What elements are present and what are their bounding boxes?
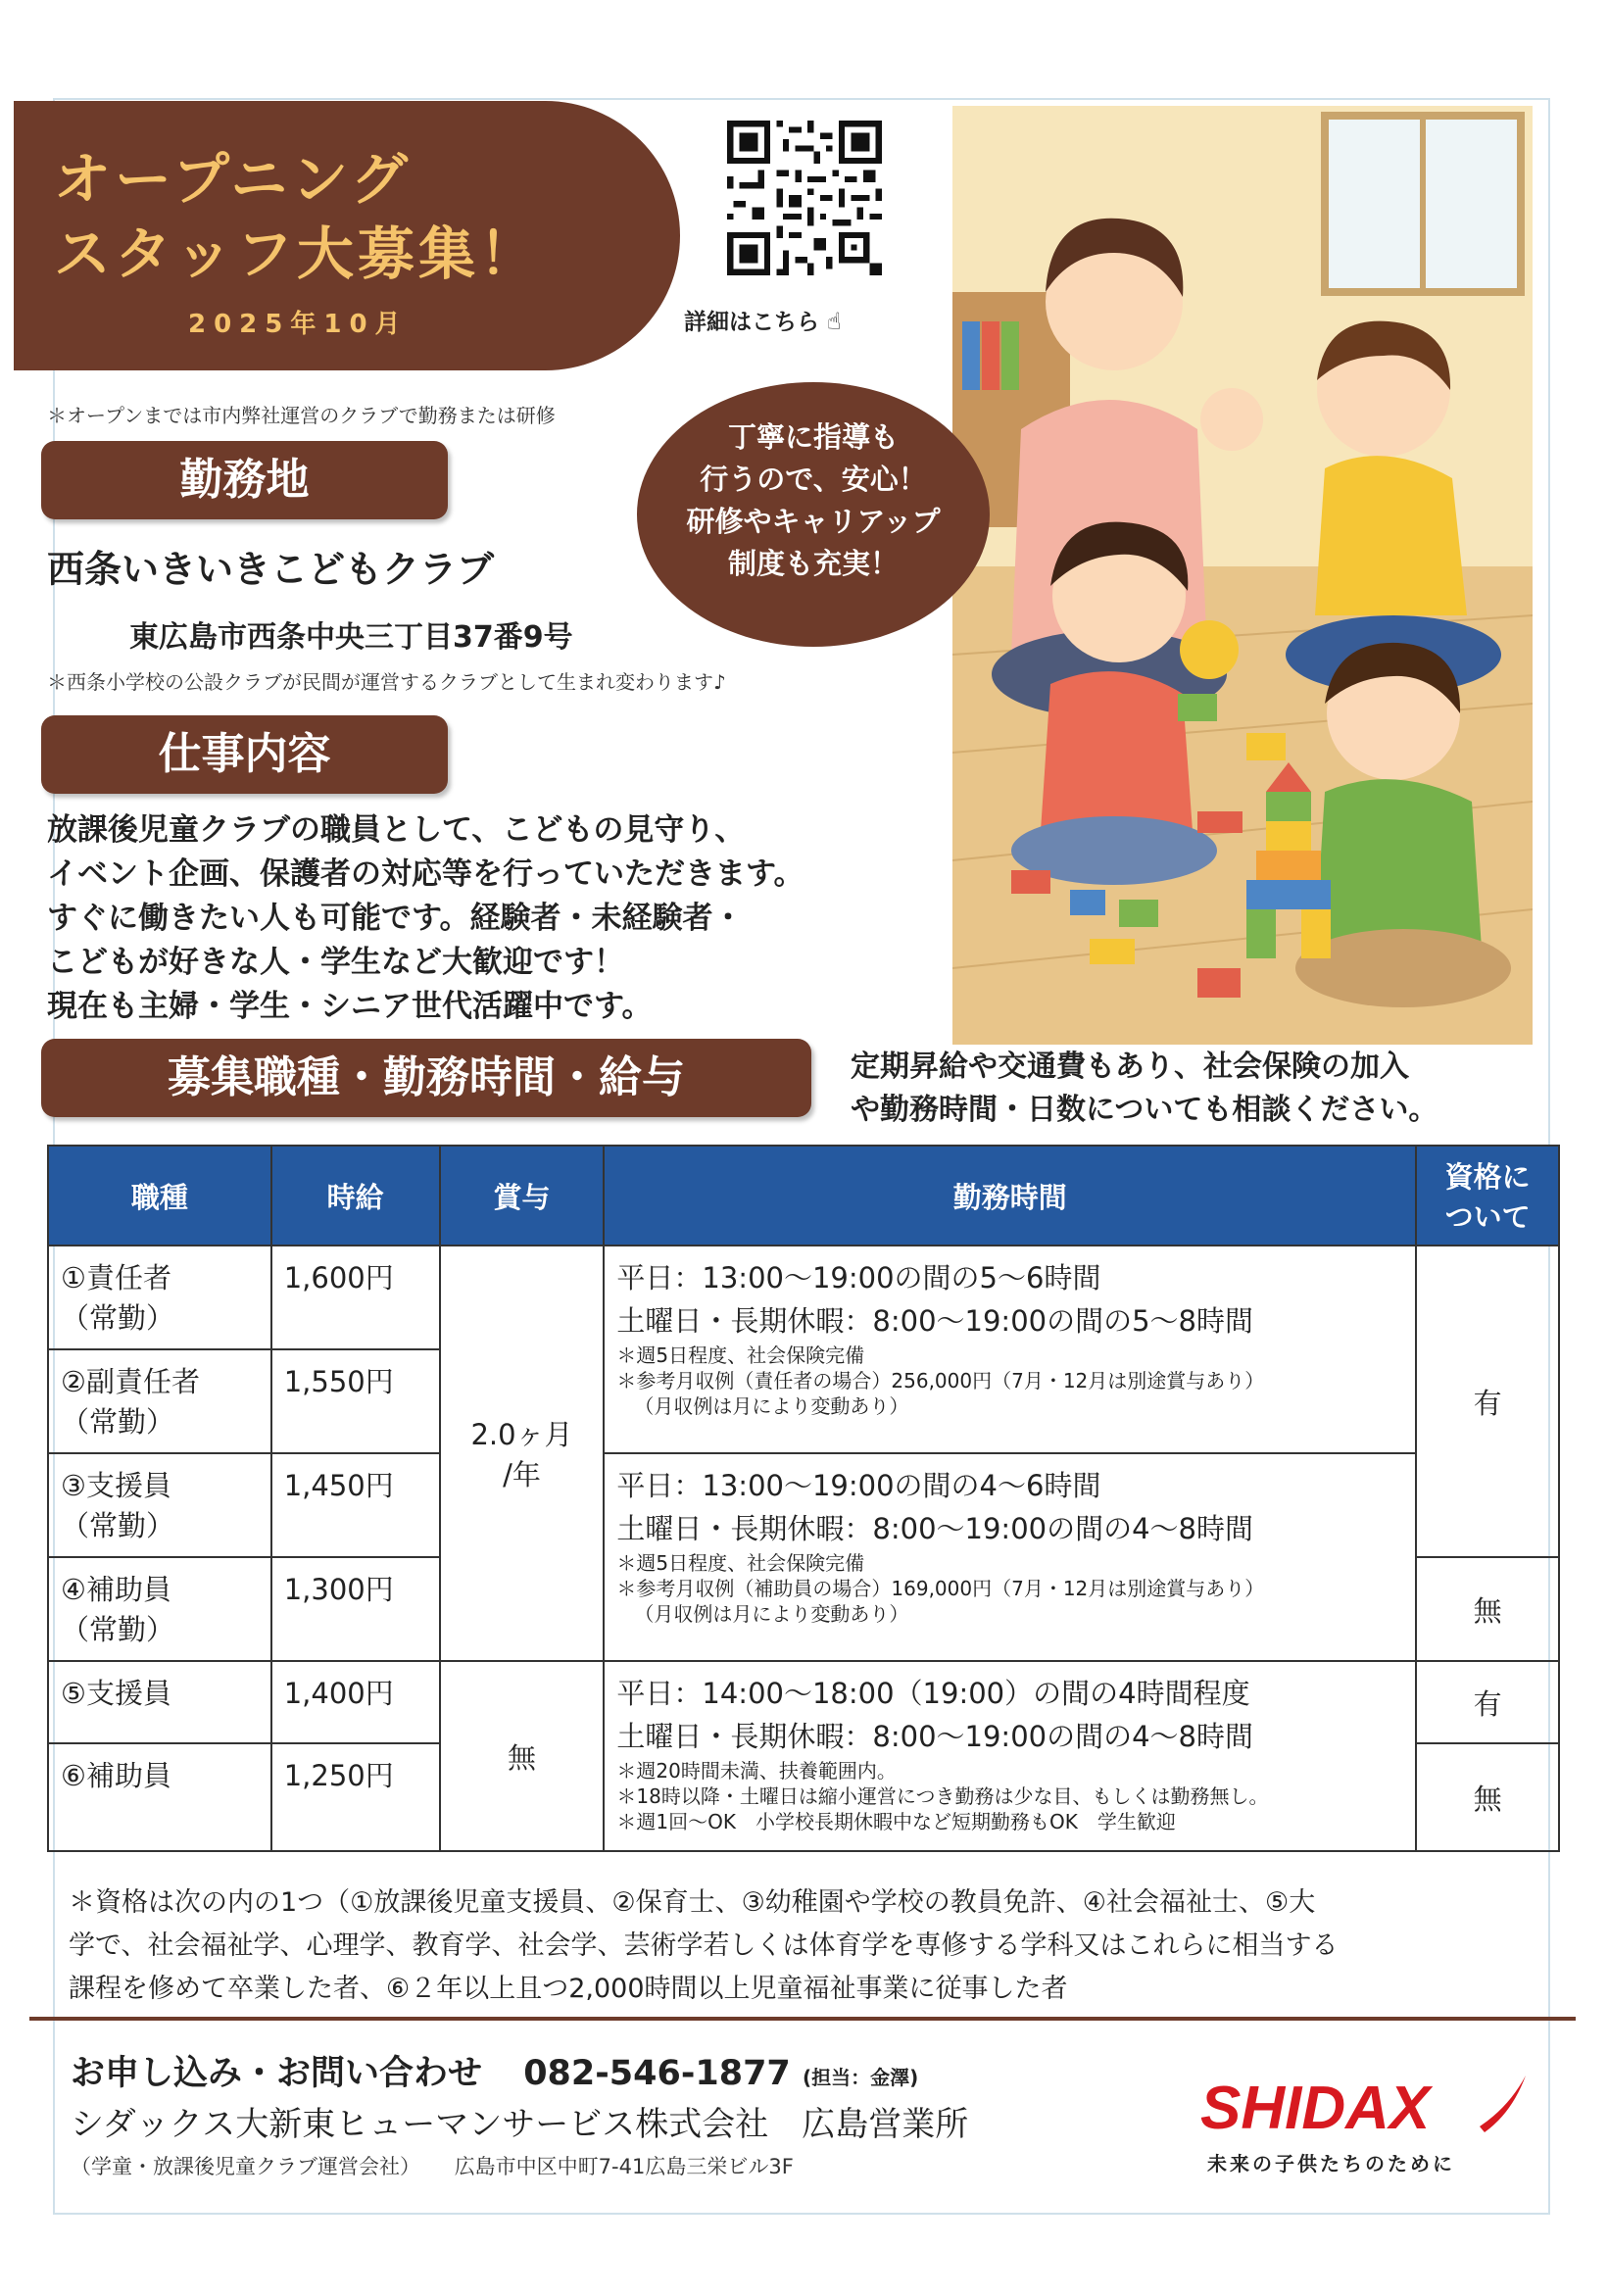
- svg-text:SHIDAX: SHIDAX: [1200, 2075, 1431, 2142]
- benefits-note: [851, 1046, 1437, 1132]
- table-row: [48, 1453, 1559, 1557]
- header-wage: 時給: [271, 1146, 440, 1246]
- job-line: 現在も主婦・学生・シニア世代活躍中です。: [47, 989, 653, 1024]
- recruit-heading: 募集職種・勤務時間・給与: [41, 1039, 811, 1117]
- job-description: [47, 808, 804, 1029]
- type-cell: ②副責任者 （常勤）: [48, 1349, 271, 1453]
- shidax-logo: [1200, 2068, 1529, 2146]
- header-type: 職種: [48, 1146, 271, 1246]
- qualification-note: ＊資格は次の内の1つ（①放課後児童支援員、②保育士、③幼稚園や学校の教員免許、④社会福祉士、⑤大 学で、社会福祉学、心理学、教育学、社会学、芸術学若しくは体育学を専修する学科又はこれらに相当する 課程を修めて卒業した者、⑥２年以上且つ2,000時間以上児童福祉事業に従事した者: [69, 1887, 1339, 2004]
- contact-label: お申し込み・お問い合わせ: [71, 2054, 483, 2093]
- hours-cell: 平日：13:00〜19:00の間の5〜6時間 土曜日・長期休暇：8:00〜19:00の間の5〜8時間 ＊週5日程度、社会保険完備 ＊参考月収例（責任者の場合）256,000円（7月・12月は別途賞与あり） （月収例は月により変動あり）: [604, 1246, 1416, 1453]
- bubble-line3: 研修やキャリアップ: [686, 505, 941, 538]
- hours-cell: 平日：13:00〜19:00の間の4〜6時間 土曜日・長期休暇：8:00〜19:00の間の4〜8時間 ＊週5日程度、社会保険完備 ＊参考月収例（補助員の場合）169,000円（7月・12月は別途賞与あり） （月収例は月により変動あり）: [604, 1453, 1416, 1661]
- job-line: 放課後児童クラブの職員として、こどもの見守り、: [47, 812, 746, 848]
- bonus-cell: 無: [440, 1661, 605, 1851]
- qualification-cell: 有: [1416, 1661, 1559, 1743]
- bubble-line2: 行うので、安心！: [700, 463, 927, 496]
- job-heading: 仕事内容: [41, 715, 448, 794]
- contact-phone[interactable]: 082-546-1877: [523, 2054, 791, 2093]
- company-info: （学童・放課後児童クラブ運営会社） 広島市中区中町7-41広島三栄ビル3F: [71, 2155, 794, 2178]
- table-header-row: [48, 1146, 1559, 1246]
- open-note: ＊オープンまでは市内弊社運営のクラブで勤務または研修: [47, 404, 556, 427]
- bonus-cell: 2.0ヶ月 /年: [440, 1246, 605, 1661]
- job-line: イベント企画、保護者の対応等を行っていただきます。: [47, 856, 804, 892]
- hours-cell: 平日：14:00〜18:00（19:00）の間の4時間程度 土曜日・長期休暇：8:00〜19:00の間の4〜8時間 ＊週20時間未満、扶養範囲内。 ＊18時以降・土曜日は縮小運営につき勤務は少な目、もしくは勤務無し。 ＊週1回〜OK 小学校長期休暇中など短期勤務もOK 学生歓迎: [604, 1661, 1416, 1851]
- hero-title-line2: スタッフ大募集！: [54, 220, 541, 287]
- hero-title-line1: オープニング: [54, 146, 413, 213]
- header-hours: 勤務時間: [604, 1146, 1416, 1246]
- qr-label: 詳細はこちら ☝: [684, 308, 842, 335]
- hero-date: 2025年10月: [188, 310, 409, 339]
- job-line: こどもが好きな人・学生など大歓迎です！: [47, 945, 624, 980]
- hero-title: [54, 142, 540, 291]
- qualification-cell: 無: [1416, 1557, 1559, 1661]
- children-playing-illustration: [952, 106, 1533, 1045]
- club-name: 西条いきいきこどもクラブ: [47, 548, 495, 591]
- contact-line: [71, 2046, 918, 2095]
- pointing-hand-icon: ☝: [827, 308, 842, 335]
- wage-cell: 1,250円: [271, 1743, 440, 1851]
- wage-cell: 1,600円: [271, 1246, 440, 1349]
- footer-divider: [29, 2017, 1576, 2021]
- wage-cell: 1,450円: [271, 1453, 440, 1557]
- company-name: シダックス大新東ヒューマンサービス株式会社 広島営業所: [71, 2105, 969, 2144]
- type-cell: ③支援員 （常勤）: [48, 1453, 271, 1557]
- header-bonus: 賞与: [440, 1146, 605, 1246]
- logo-tagline: 未来の子供たちのために: [1207, 2152, 1455, 2175]
- benefits-note-line1: 定期昇給や交通費もあり、社会保険の加入: [851, 1050, 1409, 1084]
- location-heading: 勤務地: [41, 441, 448, 519]
- wage-cell: 1,300円: [271, 1557, 440, 1661]
- qr-code[interactable]: [727, 121, 882, 275]
- type-cell: ⑤支援員: [48, 1661, 271, 1743]
- location-note: ＊西条小学校の公設クラブが民間が運営するクラブとして生まれ変わります♪: [47, 670, 726, 694]
- qualification-cell: 有: [1416, 1246, 1559, 1557]
- bubble-line4: 制度も充実！: [727, 547, 899, 580]
- qualification-cell: 無: [1416, 1743, 1559, 1851]
- wage-cell: 1,400円: [271, 1661, 440, 1743]
- bubble-line1: 丁寧に指導も: [727, 420, 899, 454]
- jobs-table: [47, 1145, 1560, 1852]
- table-row: [48, 1246, 1559, 1349]
- benefits-note-line2: や勤務時間・日数についても相談ください。: [851, 1093, 1438, 1127]
- job-line: すぐに働きたい人も可能です。経験者・未経験者・: [47, 901, 744, 936]
- type-cell: ①責任者 （常勤）: [48, 1246, 271, 1349]
- training-bubble: [637, 382, 990, 647]
- type-cell: ⑥補助員: [48, 1743, 271, 1851]
- wage-cell: 1,550円: [271, 1349, 440, 1453]
- type-cell: ④補助員 （常勤）: [48, 1557, 271, 1661]
- contact-person: (担当：金澤): [802, 2066, 919, 2089]
- club-address: 東広島市西条中央三丁目37番9号: [129, 620, 573, 655]
- table-row: [48, 1661, 1559, 1743]
- header-qualification: 資格に ついて: [1416, 1146, 1559, 1246]
